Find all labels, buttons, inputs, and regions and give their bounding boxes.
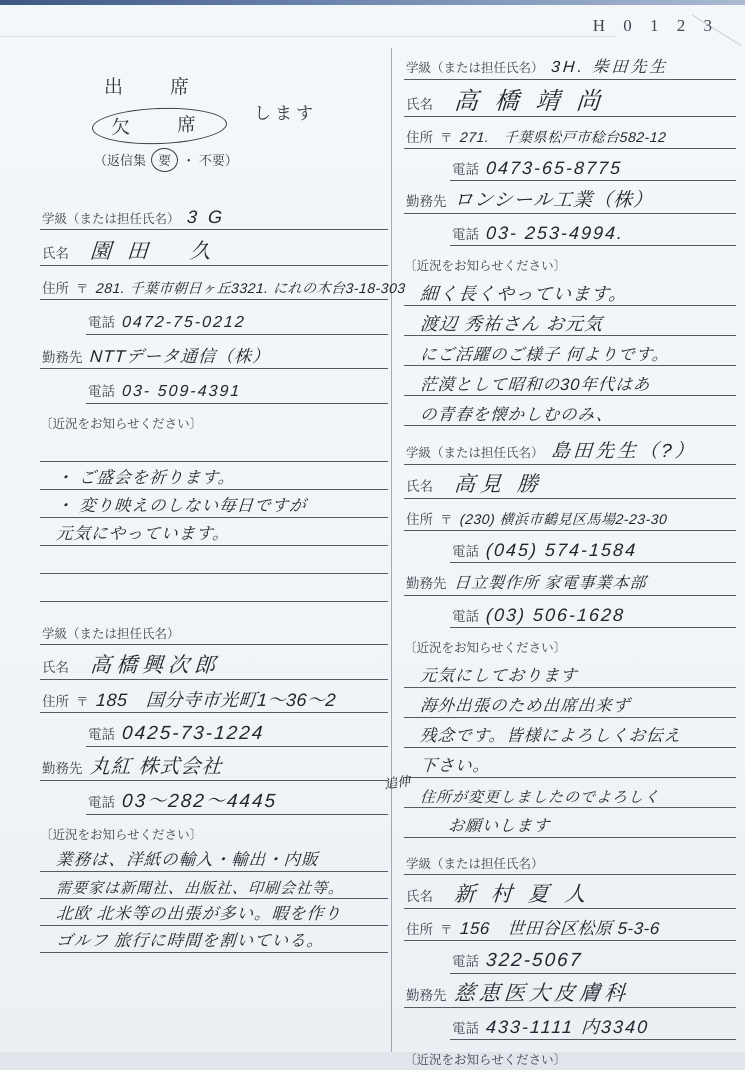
news-line <box>40 518 388 546</box>
phone-label: 電話 <box>452 1020 479 1036</box>
form-entry-takami <box>383 440 736 838</box>
reply-prefix: （返信集 <box>94 153 147 168</box>
name-row <box>404 89 736 117</box>
news-text: ・ ご盛会を祈ります。 <box>55 469 236 488</box>
class-row <box>404 854 736 875</box>
news-line <box>404 718 736 748</box>
reply-collection-line <box>94 148 388 172</box>
news-line <box>404 658 736 688</box>
attendance-block <box>92 72 388 184</box>
class-row <box>404 442 736 465</box>
work-phone-row <box>450 1017 736 1040</box>
name-row <box>404 474 736 499</box>
postscript-line <box>404 808 736 838</box>
name-label: 氏名 <box>42 246 69 261</box>
form-entry-takahashi-koujirou <box>40 624 388 953</box>
class-value: 島田先生（?） <box>549 440 697 462</box>
address-row <box>40 690 388 713</box>
news-label: 〔近況をお知らせください〕 <box>404 258 567 273</box>
work-row <box>404 983 736 1008</box>
class-label: 学級（または担任氏名） <box>406 856 544 871</box>
news-line <box>40 462 388 490</box>
news-line <box>40 845 388 872</box>
phone-label: 電話 <box>452 226 479 242</box>
address-row <box>404 126 736 149</box>
phone-row <box>450 540 736 563</box>
work-value: ロンシール工業（株） <box>452 189 654 211</box>
work-label: 勤務先 <box>42 349 83 365</box>
work-row <box>404 190 736 214</box>
news-text: 北欧 北米等の出張が多い。暇を作り <box>55 905 343 924</box>
work-phone-row <box>450 223 736 246</box>
news-text: 元気にしております <box>419 667 579 686</box>
news-text: 茫漠として昭和の30年代はあ <box>419 375 652 394</box>
address-label: 住所 <box>406 129 433 145</box>
form-entry-takahashi-yasunao <box>404 58 736 426</box>
work-phone-value: 03- 509-4391 <box>121 382 242 400</box>
address-label: 住所 <box>406 511 433 527</box>
phone-label: 電話 <box>452 608 479 624</box>
form-entry-sonoda <box>40 207 406 602</box>
news-line <box>40 490 388 518</box>
address-label: 住所 <box>42 693 69 709</box>
work-phone-value: 433-1111 内3340 <box>485 1016 650 1037</box>
phone-value: (045) 574-1584 <box>485 539 638 560</box>
work-label: 勤務先 <box>406 575 447 591</box>
phone-value: 0472-75-0212 <box>121 314 247 332</box>
news-line <box>404 396 736 426</box>
address-value: 271. 千葉県松戸市稔台582-12 <box>458 128 667 145</box>
work-row <box>40 757 388 781</box>
phone-label: 電話 <box>452 543 479 559</box>
form-entry-niimura <box>404 854 736 1068</box>
news-text: 渡辺 秀祐さん お元気 <box>419 314 604 335</box>
class-label: 学級（または担任氏名） <box>42 626 180 641</box>
phone-label: 電話 <box>88 383 115 399</box>
phone-value: 322-5067 <box>485 949 584 971</box>
name-value: 新 村 夏 人 <box>453 882 592 906</box>
work-phone-row <box>86 791 388 815</box>
name-row <box>40 241 388 266</box>
news-text: にご活躍のご様子 何よりです。 <box>419 345 670 364</box>
reply-need-circled: 要 <box>150 147 178 172</box>
phone-value: 0425-73-1224 <box>121 722 266 744</box>
news-line <box>404 306 736 336</box>
news-line <box>40 899 388 926</box>
news-label: 〔近況をお知らせください〕 <box>404 1052 567 1067</box>
postscript-text: お願いします <box>447 817 551 835</box>
document-id-stamp: H 0 1 2 3 <box>592 16 719 35</box>
phone-row <box>86 723 388 747</box>
work-label: 勤務先 <box>406 193 447 209</box>
work-row <box>40 346 388 369</box>
work-phone-value: 03〜282〜4445 <box>121 790 278 812</box>
news-text: 需要家は新聞社、出版社、印刷会社等。 <box>55 879 345 897</box>
news-text: 元気にやっています。 <box>55 525 231 544</box>
class-row <box>40 624 388 645</box>
postscript-text: 住所が変更しましたのでよろしく <box>419 788 661 806</box>
postal-mark: 〒 <box>76 282 89 297</box>
name-value: 高 橋 靖 尚 <box>453 87 606 115</box>
name-value: 高見 勝 <box>453 472 544 496</box>
phone-label: 電話 <box>88 794 115 810</box>
news-label: 〔近況をお知らせください〕 <box>40 416 203 431</box>
news-line <box>404 688 736 718</box>
news-line <box>404 276 736 306</box>
column-divider-line <box>391 48 392 1052</box>
name-label: 氏名 <box>42 659 69 675</box>
work-value: 慈恵医大皮膚科 <box>452 981 630 1005</box>
address-value: 185 国分寺市光町1〜36〜2 <box>94 689 337 710</box>
name-label: 氏名 <box>406 478 433 494</box>
phone-row <box>450 950 736 974</box>
name-value: 園 田 久 <box>89 240 217 263</box>
news-line <box>40 546 388 574</box>
news-line <box>404 336 736 366</box>
work-value: 日立製作所 家電事業本部 <box>452 574 647 592</box>
absent-option-wrap <box>92 108 388 144</box>
postscript-mark: 追伸 <box>383 772 412 792</box>
postal-mark: 〒 <box>440 512 453 527</box>
attend-option: 出 席 <box>104 77 204 98</box>
address-label: 住所 <box>42 281 69 297</box>
news-text: 残念です。皆様によろしくお伝え <box>419 727 682 746</box>
name-row <box>40 655 388 680</box>
news-text: 海外出張のため出席出来ず <box>419 697 631 716</box>
phone-row <box>86 311 388 335</box>
phone-label: 電話 <box>452 161 479 177</box>
postal-mark: 〒 <box>440 130 453 145</box>
postscript-line <box>383 772 736 808</box>
news-label: 〔近況をお知らせください〕 <box>40 827 203 842</box>
name-row <box>404 884 736 909</box>
class-value: 3 G <box>185 207 226 227</box>
absent-option-circled: 欠 席 <box>91 106 227 147</box>
address-value: 156 世田谷区松原 5-3-6 <box>458 918 660 938</box>
name-label: 氏名 <box>406 888 433 904</box>
work-label: 勤務先 <box>42 760 83 776</box>
work-phone-value: (03) 506-1628 <box>485 604 626 625</box>
class-row <box>404 58 736 80</box>
news-text: ・ 変り映えのしない毎日ですが <box>55 497 308 516</box>
news-label: 〔近況をお知らせください〕 <box>404 640 567 655</box>
address-row <box>404 508 736 531</box>
news-line <box>40 574 388 602</box>
phone-label: 電話 <box>88 726 115 742</box>
address-row <box>40 277 406 300</box>
news-line <box>40 872 388 899</box>
name-value: 高橋興次郎 <box>89 653 221 677</box>
news-text: 下さい。 <box>419 757 491 776</box>
news-text: 細く長くやっています。 <box>419 284 629 305</box>
address-value: (230) 横浜市鶴見区馬場2-23-30 <box>458 510 668 527</box>
work-phone-row <box>450 605 736 628</box>
class-value: 3H. 柴田先生 <box>549 59 669 76</box>
work-row <box>404 572 736 596</box>
work-value: NTTデータ通信（株） <box>88 346 271 366</box>
news-text: ゴルフ 旅行に時間を割いている。 <box>55 932 325 951</box>
right-column <box>383 0 736 1070</box>
news-text: 業務は、洋紙の輸入・輸出・内販 <box>55 851 320 870</box>
postal-mark: 〒 <box>76 694 89 709</box>
class-label: 学級（または担任氏名） <box>406 61 544 75</box>
attendance-suffix: します <box>254 104 317 123</box>
phone-label: 電話 <box>88 315 115 331</box>
address-row <box>404 918 736 941</box>
phone-row <box>450 158 736 181</box>
work-value: 丸紅 株式会社 <box>88 755 223 778</box>
news-line <box>404 748 736 778</box>
class-row <box>40 208 388 230</box>
phone-label: 電話 <box>452 953 479 969</box>
postal-mark: 〒 <box>440 922 453 937</box>
phone-value: 0473-65-8775 <box>485 157 623 178</box>
class-label: 学級（または担任氏名） <box>42 212 180 226</box>
class-label: 学級（または担任氏名） <box>406 445 544 460</box>
news-text: の青春を懐かしむのみ、 <box>419 405 615 424</box>
reply-separator: ・ <box>182 153 196 168</box>
name-label: 氏名 <box>406 96 433 112</box>
reply-no-need: 不要） <box>198 153 238 168</box>
news-line <box>40 926 388 953</box>
work-label: 勤務先 <box>406 987 447 1003</box>
news-line <box>40 434 388 462</box>
address-value: 281. 千葉市朝日ヶ丘3321. にれの木台3-18-303 <box>94 280 406 297</box>
news-line <box>404 366 736 396</box>
work-phone-value: 03- 253-4994. <box>485 222 625 243</box>
work-phone-row <box>86 380 388 404</box>
address-label: 住所 <box>406 921 433 937</box>
